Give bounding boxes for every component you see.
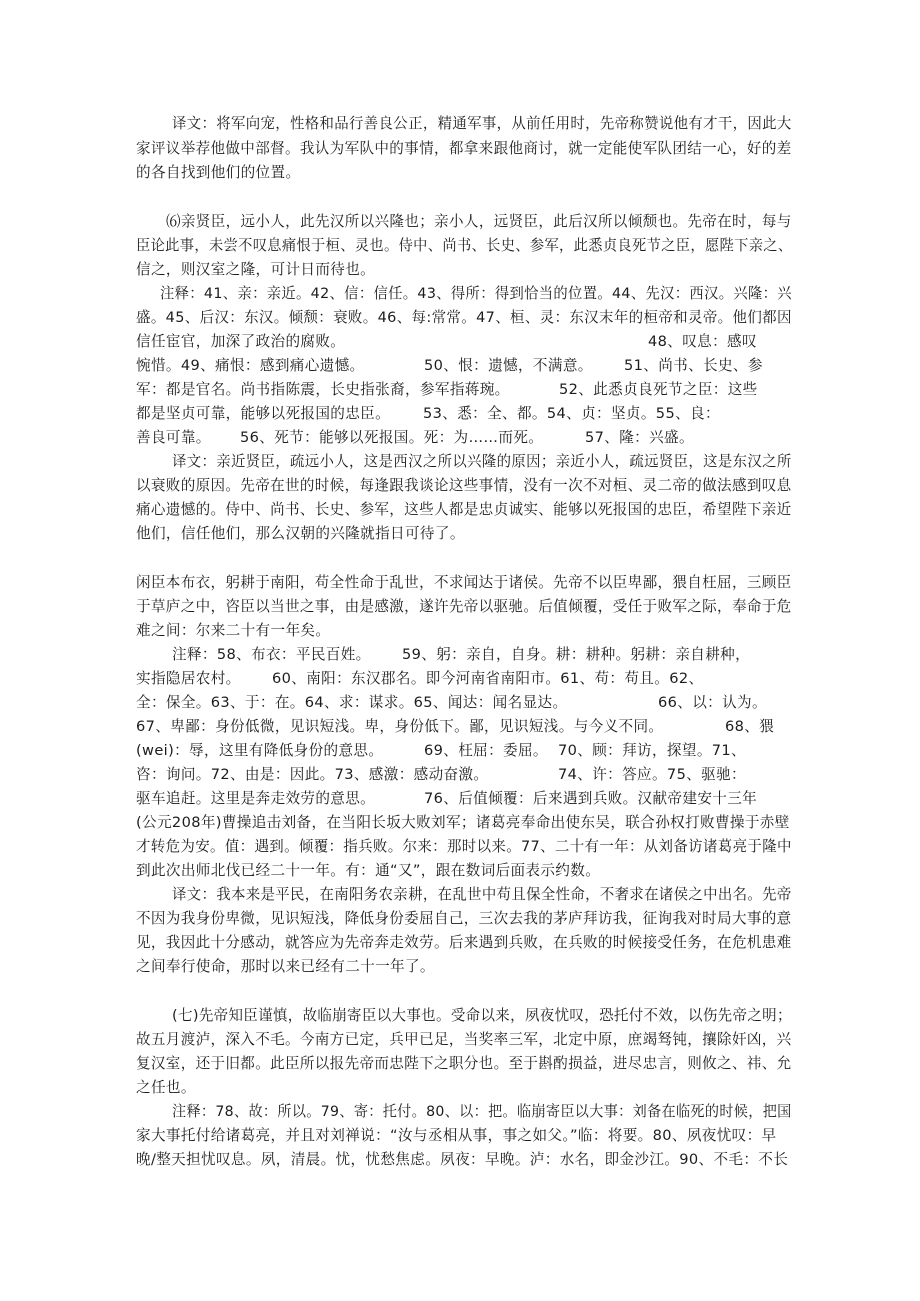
text-line: 臣论此事，未尝不叹息痛恨于桓、灵也。侍中、尚书、长史、参军，此悉贞良死节之臣，愿陛下亲之、	[136, 237, 793, 254]
text-line: 惋惜。49、痛恨：感到痛心遗憾。	[136, 357, 365, 374]
text-line: 译文：亲近贤臣，疏远小人，这是西汉之所以兴隆的原因；亲近小人，疏远贤臣，这是东汉之所	[172, 453, 792, 470]
text-line: 实指隐居农村。	[136, 670, 241, 687]
text-line: 不因为我身份卑微，见识短浅，降低身份委屈自己，三次去我的茅庐拜访我，征询我对时局大事的意	[136, 910, 792, 927]
text-line: 全：保全。63、于：在。64、求：谋求。65、闻达：闻名显达。	[136, 694, 568, 711]
text-line: 才转危为安。值：遇到。倾覆：指兵败。尔来：那时以来。77、二十有一年：从刘备访诸葛亮于隆中	[136, 838, 792, 855]
text-line: 67、卑鄙：身份低微，见识短浅。卑，身份低下。鄙，见识短浅。与今义不同。	[136, 718, 664, 735]
text-line: 复汉室，还于旧都。此臣所以报先帝而忠陛下之职分也。至于斟酌损益，进尽忠言，则攸之、祎、允	[136, 1055, 792, 1072]
text-line: 信任宦官，加深了政治的腐败。	[136, 333, 346, 350]
text-line: 57、隆：兴盛。	[585, 429, 694, 446]
text-line: ⑹亲贤臣，远小人，此先汉所以兴隆也；亲小人，远贤臣，此后汉所以倾颓也。先帝在时，每与	[166, 213, 792, 230]
text-line: (七)先帝知臣谨慎，故临崩寄臣以大事也。受命以来，夙夜忧叹，恐托付不效，以伤先帝之明；	[172, 1007, 792, 1024]
text-line: 以衰败的原因。先帝在世的时候，每逢跟我谈论这些事情，没有一次不对桓、灵二帝的做法感到叹息	[136, 477, 792, 494]
text-line: 注释：41、亲：亲近。42、信：信任。43、得所：得到恰当的位置。44、先汉：西汉。兴隆：兴	[160, 285, 792, 302]
text-line: 译文：将军向宠，性格和品行善良公正，精通军事，从前任用时，先帝称赞说他有才干，因此大	[172, 115, 792, 132]
text-line: 66、以：认为。	[658, 694, 767, 711]
text-line: 家评议举荐他做中部督。我认为军队中的事情，都拿来跟他商讨，就一定能使军队团结一心，好的差	[136, 140, 792, 157]
text-line: 都是坚贞可靠，能够以死报国的忠臣。	[136, 405, 391, 422]
text-line: 晚/整天担忧叹息。夙，清晨。忧，忧愁焦虑。夙夜：早晚。泸：水名，即金沙江。90、不毛：不长	[136, 1151, 789, 1168]
text-line: 53、悉：全、都。54、贞：坚贞。55、良：	[423, 405, 720, 422]
text-line: 之间奉行使命，那时以来已经有二十一年了。	[136, 958, 435, 975]
text-line: 故五月渡泸，深入不毛。今南方已定，兵甲已足，当奖率三军，北定中原，庶竭驽钝，攘除奸凶，兴	[136, 1031, 792, 1048]
text-line: 76、后值倾覆：后来遇到兵败。汉献帝建安十三年	[424, 790, 758, 807]
text-line: 军：都是官名。尚书指陈震，长史指张裔，参军指蒋琬。	[136, 381, 510, 398]
text-line: 咨：询问。72、由是：因此。73、感激：感动奋激。	[136, 766, 489, 783]
text-line: 难之间：尔来二十有一年矣。	[136, 622, 331, 639]
text-line: 见，我因此十分感动，就答应为先帝奔走效劳。后来遇到兵败，在兵败的时候接受任务，在危机患难	[136, 934, 792, 951]
text-line: 68、猥	[725, 718, 775, 735]
text-line: 善良可靠。	[136, 429, 211, 446]
text-line: 信之，则汉室之隆，可计日而待也。	[136, 261, 376, 278]
text-line: 到此次出师北伐已经二十一年。有：通“又”，跟在数词后面表示约数。	[136, 862, 601, 879]
text-line: 56、死节：能够以死报国。死：为……而死。	[240, 429, 544, 446]
text-line: 闲臣本布衣，躬耕于南阳，苟全性命于乱世，不求闻达于诸侯。先帝不以臣卑鄙，猥自枉屈，三顾臣	[136, 574, 792, 591]
text-line: 70、顾：拜访，探望。71、	[558, 742, 746, 759]
text-line: 他们，信任他们，那么汉朝的兴隆就指日可待了。	[136, 525, 465, 542]
text-line: (公元208年)曹操追击刘备，在当阳长坂大败刘军；诸葛亮奉命出使东吴，联合孙权打败曹操于赤壁	[136, 814, 790, 831]
text-line: (wei)：辱，这里有降低身份的意思。	[136, 742, 384, 759]
text-line: 52、此悉贞良死节之臣：这些	[559, 381, 758, 398]
text-line: 59、躬：亲自，自身。耕：耕种。躬耕：亲自耕种，	[402, 646, 751, 663]
text-line: 于草庐之中，咨臣以当世之事，由是感激，遂许先帝以驱驰。后值倾覆，受任于败军之际，奉命于危	[136, 598, 792, 615]
text-line: 60、南阳：东汉郡名。即今河南省南阳市。61、苟：苟且。62、	[272, 670, 704, 687]
text-line: 69、枉屈：委屈。	[424, 742, 548, 759]
text-line: 的各自找到他们的位置。	[136, 164, 301, 181]
text-line: 51、尚书、长史、参	[624, 357, 763, 374]
text-line: 注释：58、布衣：平民百姓。	[172, 646, 371, 663]
text-line: 译文：我本来是平民，在南阳务农亲耕，在乱世中苟且保全性命，不奢求在诸侯之中出名。先帝	[172, 886, 792, 903]
text-line: 注释：78、故：所以。79、寄：托付。80、以：把。临崩寄臣以大事：刘备在临死的时候，把国	[172, 1103, 792, 1120]
text-line: 家大事托付给诸葛亮，并且对刘禅说：“汝与丞相从事，事之如父。”临：将要。80、夙夜忧叹：早	[136, 1127, 777, 1144]
text-line: 74、许：答应。75、驱驰：	[558, 766, 746, 783]
text-line: 痛心遗憾的。侍中、尚书、长史、参军，这些人都是忠贞诚实、能够以死报国的忠臣，希望陛下亲近	[136, 501, 792, 518]
text-line: 之任也。	[136, 1079, 196, 1096]
text-line: 盛。45、后汉：东汉。倾颓：衰败。46、每:常常。47、桓、灵：东汉末年的桓帝和灵帝。他们都因	[136, 309, 792, 326]
text-line: 48、叹息：感叹	[648, 333, 757, 350]
text-line: 50、恨：遗憾，不满意。	[424, 357, 593, 374]
text-line: 驱车追赶。这里是奔走效劳的意思。	[136, 790, 376, 807]
